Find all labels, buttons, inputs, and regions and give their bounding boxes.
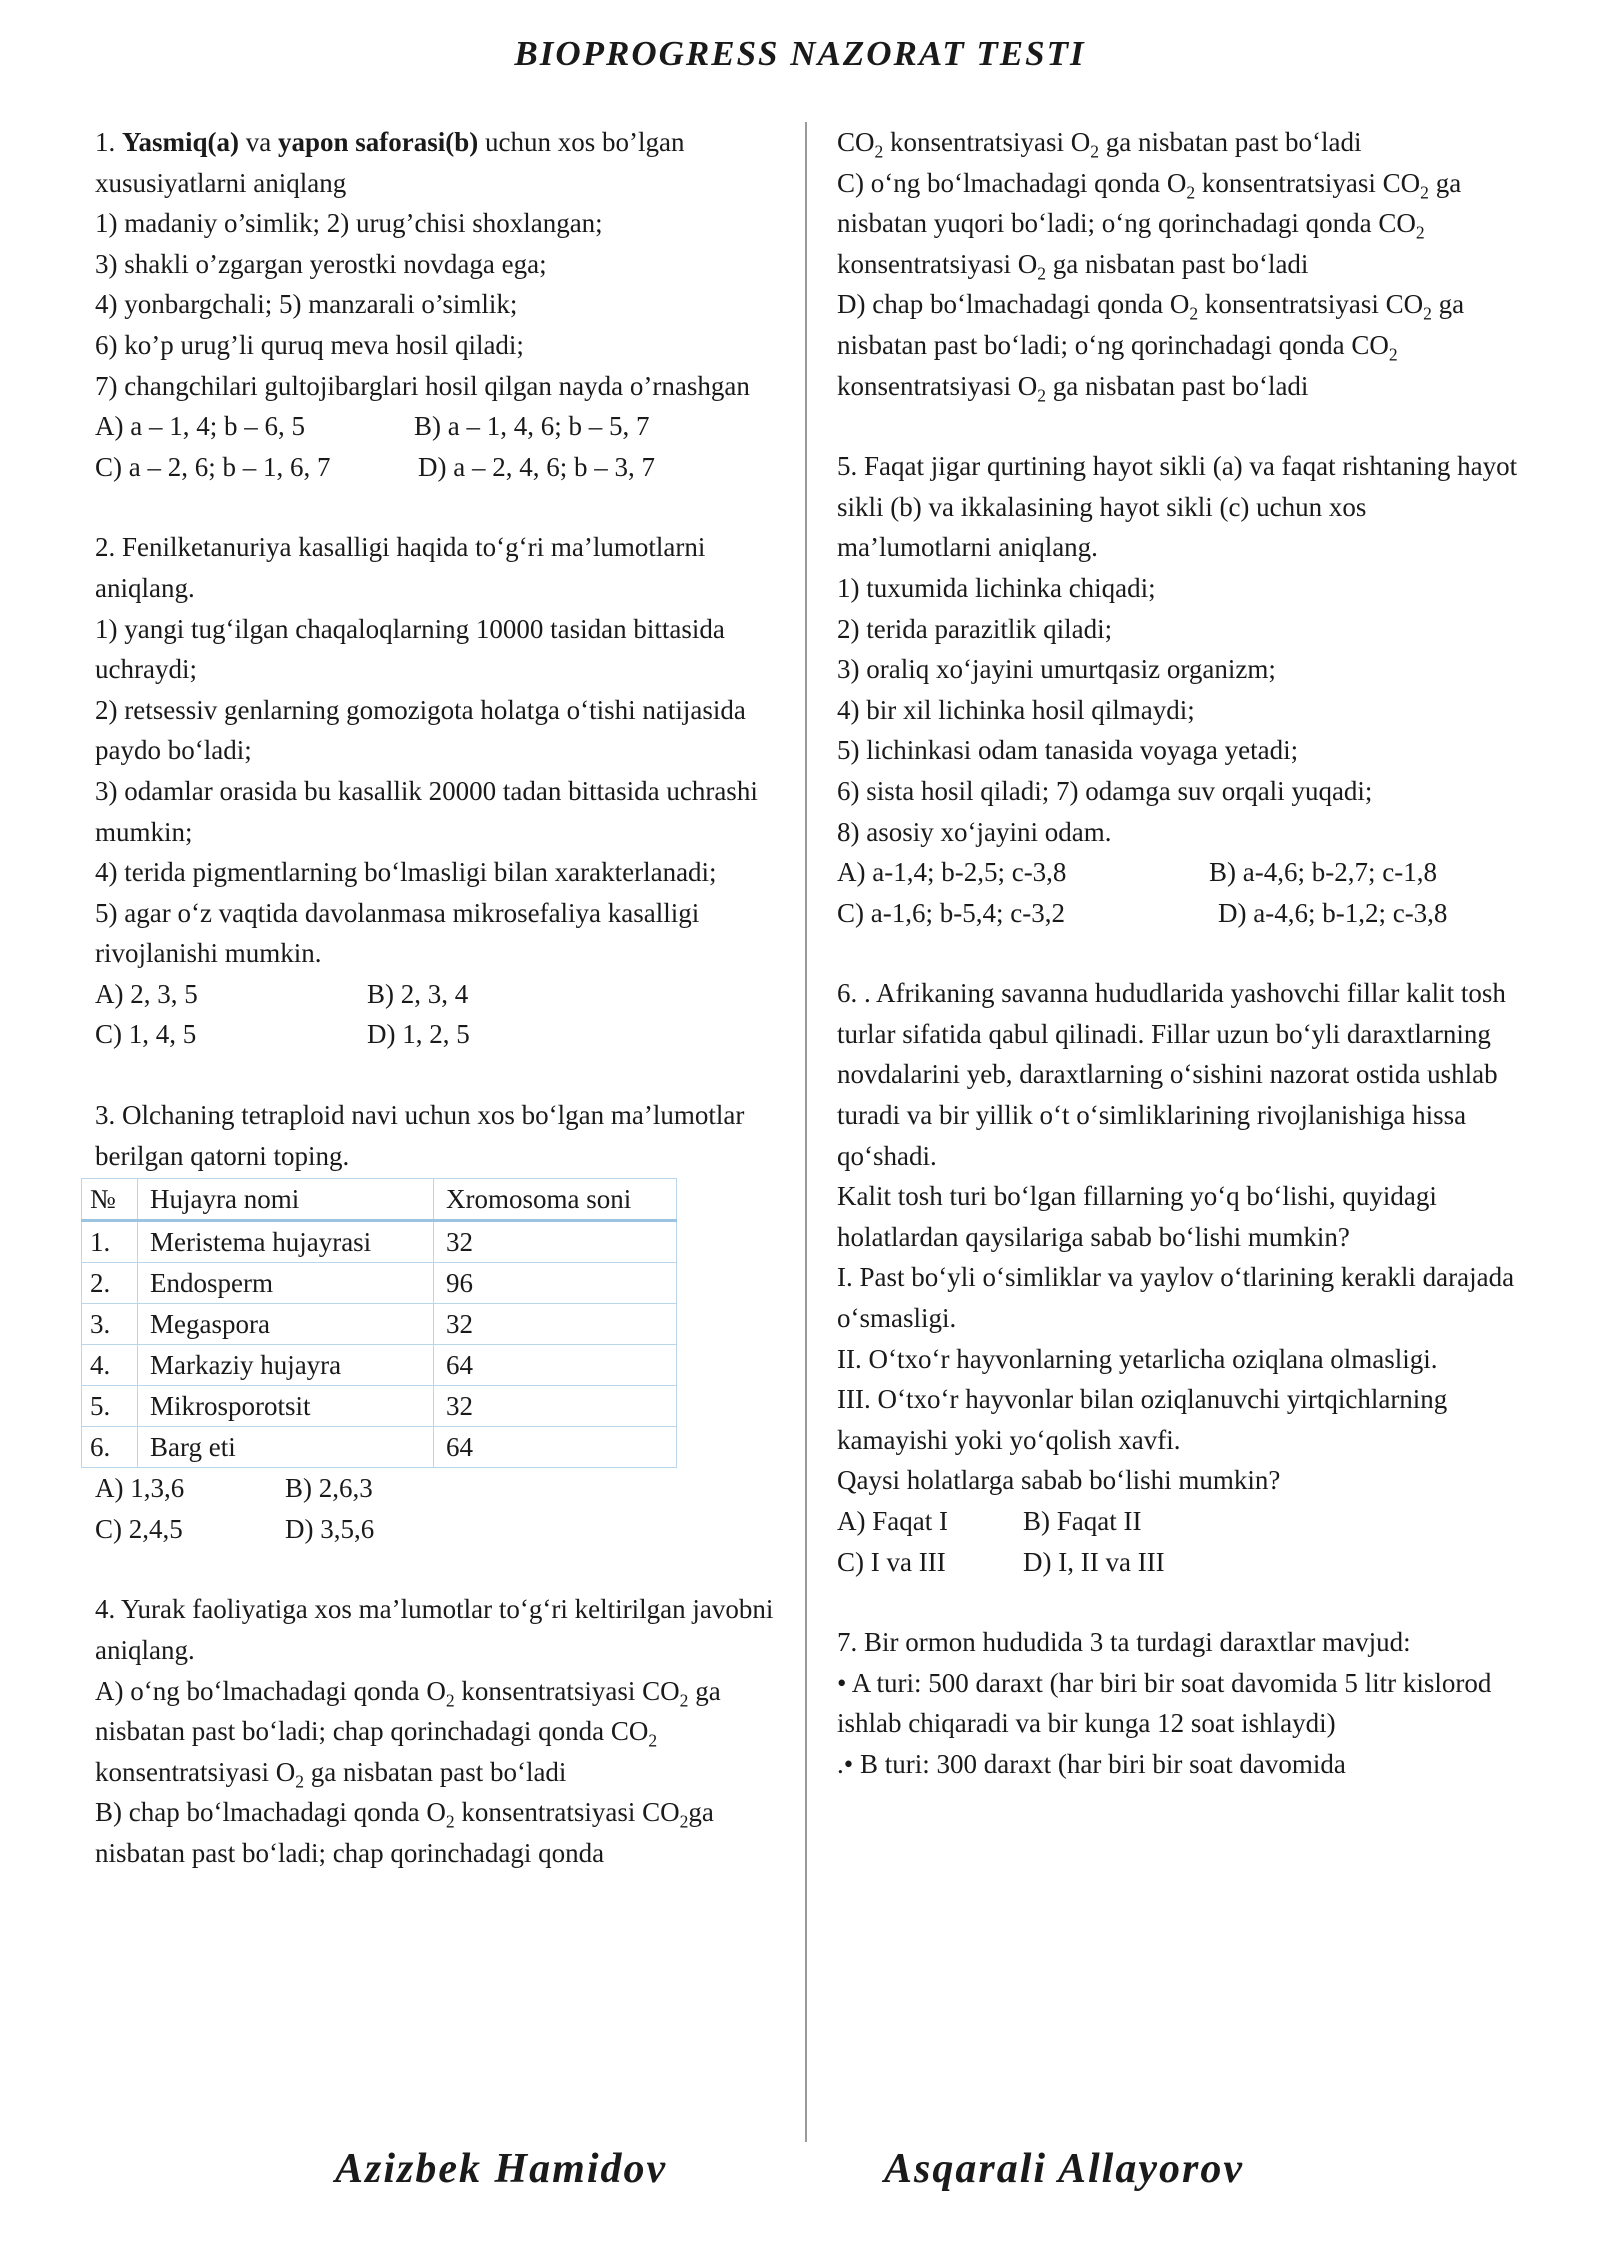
table-row — [82, 1427, 677, 1468]
question-text: 5. Faqat jigar qurtining hayot sikli (a) va faqat rishtaning hayot sikli (b) va ikkalasining hayot sikli (c) uchun xos ma’lumotlarni aniqlang. — [837, 451, 1518, 563]
option-item: 5) agar o‘z vaqtida davolanmasa mikrosefaliya kasalligi rivojlanishi mumkin. — [95, 897, 700, 969]
question-4-continued — [837, 122, 1527, 406]
page-title: BIOPROGRESS NAZORAT TESTI — [514, 34, 1086, 73]
answer-a: A) 2, 3, 5 — [95, 978, 198, 1009]
table-cell: 32 — [434, 1221, 677, 1263]
answer-c: C) 2,4,5 — [95, 1513, 183, 1544]
option-item: 3) shakli o’zgargan yerostki novdaga ega; — [95, 248, 547, 279]
table-row — [82, 1345, 677, 1386]
question-3 — [90, 1095, 795, 1549]
answer-c: C) a-1,6; b-5,4; c-3,2 — [837, 897, 1065, 928]
answer-row — [95, 974, 795, 1015]
question-text: Qaysi holatlarga sabab bo‘lishi mumkin? — [837, 1465, 1281, 1496]
question-text: 4. Yurak faoliyatiga xos ma’lumotlar to‘g‘ri keltirilgan javobni aniqlang. — [95, 1594, 774, 1666]
answer-d: D) 3,5,6 — [285, 1513, 375, 1544]
answer-a: A) o‘ng bo‘lmachadagi qonda $O_2$ konsentratsiyasi $CO_2$ ga nisbatan past bo‘ladi; chap qorinchadagi qonda $CO_2$ konsentratsiyasi $O_2$ ga nisbatan past bo‘ladi — [95, 1675, 721, 1792]
table-header: № — [82, 1179, 138, 1221]
answer-b: B) a-4,6; b-2,7; c-1,8 — [1209, 857, 1437, 888]
option-item: 5) lichinkasi odam tanasida voyaga yetadi; — [837, 735, 1299, 766]
table-cell: 1. — [82, 1221, 138, 1263]
answer-d: D) chap bo‘lmachadagi qonda $O_2$ konsentratsiyasi $CO_2$ ga nisbatan past bo‘ladi; o‘ng qorinchadagi qonda $CO_2$ konsentratsiyasi $O_2$ ga nisbatan past bo‘ladi — [837, 289, 1465, 405]
term-b: yapon saforasi(b) — [278, 127, 479, 157]
option-item: 7) changchilari gultojibarglari hosil qilgan nayda o’rnashgan — [95, 370, 750, 401]
table-cell: 5. — [82, 1386, 138, 1427]
table-header: Hujayra nomi — [138, 1179, 434, 1221]
option-item: 2) terida parazitlik qiladi; — [837, 613, 1113, 644]
table-cell: 64 — [434, 1345, 677, 1386]
answer-d: D) 1, 2, 5 — [367, 1019, 470, 1050]
answer-a: A) a-1,4; b-2,5; c-3,8 — [837, 857, 1067, 888]
connector: va — [239, 127, 278, 157]
option-item: 1) yangi tug‘ilgan chaqaloqlarning 10000 tasidan bittasida uchraydi; — [95, 613, 725, 685]
table-cell: 3. — [82, 1304, 138, 1345]
answer-row — [837, 1542, 1527, 1583]
table-header: Xromosoma soni — [434, 1179, 677, 1221]
answer-row — [95, 1014, 795, 1055]
question-text: Kalit tosh turi bo‘lgan fillarning yo‘q bo‘lishi, quyidagi holatlardan qaysilariga sabab bo‘lishi mumkin? — [837, 1181, 1437, 1252]
option-item: 3) odamlar orasida bu kasallik 20000 tadan bittasida uchrashi mumkin; — [95, 775, 758, 847]
question-6 — [837, 973, 1527, 1582]
answer-c: C) I va III — [837, 1546, 946, 1577]
answer-row — [95, 1509, 795, 1550]
table-cell: Barg eti — [138, 1427, 434, 1468]
table-row — [82, 1386, 677, 1427]
option-item: 6) sista hosil qiladi; 7) odamga suv orqali yuqadi; — [837, 775, 1373, 806]
table-cell: Endosperm — [138, 1263, 434, 1304]
table-cell: 4. — [82, 1345, 138, 1386]
answer-b: B) 2, 3, 4 — [367, 978, 469, 1009]
answer-row — [95, 406, 795, 447]
table-cell: 32 — [434, 1386, 677, 1427]
question-text: uchun xos bo’lgan xususiyatlarni aniqlang — [95, 127, 685, 198]
question-1 — [95, 122, 795, 487]
answer-row — [837, 1501, 1527, 1542]
option-item: 3) oraliq xo‘jayini umurtqasiz organizm; — [837, 654, 1276, 685]
table-row — [82, 1304, 677, 1345]
table-cell: Markaziy hujayra — [138, 1345, 434, 1386]
question-4 — [95, 1589, 795, 1873]
table-cell: 2. — [82, 1263, 138, 1304]
right-column — [837, 122, 1527, 1785]
answer-d: D) I, II va III — [1023, 1546, 1165, 1577]
table-cell: 64 — [434, 1427, 677, 1468]
answer-d: D) a – 2, 4, 6; b – 3, 7 — [418, 451, 655, 482]
question-1-text — [95, 122, 795, 203]
list-item: • A turi: 500 daraxt (har biri bir soat davomida 5 litr kislorod ishlab chiqaradi va bir kunga 12 soat ishlaydi) — [837, 1667, 1492, 1739]
option-item: 6) ko’p urug’li quruq meva hosil qiladi; — [95, 329, 524, 360]
option-item: 4) bir xil lichinka hosil qilmaydi; — [837, 694, 1195, 725]
option-item: III. O‘txo‘r hayvonlar bilan oziqlanuvchi yirtqichlarning kamayishi yoki yo‘qolish xavfi. — [837, 1384, 1448, 1455]
answer-c: C) o‘ng bo‘lmachadagi qonda $O_2$ konsentratsiyasi $CO_2$ ga nisbatan yuqori bo‘ladi; o‘ng qorinchadagi qonda $CO_2$ konsentratsiyasi $O_2$ ga nisbatan past bo‘ladi — [837, 167, 1462, 284]
question-text: 6. . Afrikaning savanna hududlarida yashovchi fillar kalit tosh turlar sifatida qabul qilinadi. Fillar uzun bo‘yli daraxtlarning novdalarini yeb, daraxtlarning o‘sishini nazorat ostida ushlab turadi va bir yillik o‘t o‘simliklarining rivojlanishiga hissa qo‘shadi. — [837, 978, 1506, 1171]
answer-b: B) Faqat II — [1023, 1506, 1142, 1536]
question-text: 2. Fenilketanuriya kasalligi haqida to‘g‘ri ma’lumotlarni aniqlang. — [95, 532, 706, 603]
author-signature: Azizbek Hamidov — [335, 2146, 668, 2192]
chromosome-table — [81, 1178, 677, 1468]
question-number: 1. — [95, 127, 122, 157]
answer-c: C) a – 2, 6; b – 1, 6, 7 — [95, 451, 331, 482]
option-item: 4) yonbargchali; 5) manzarali o’simlik; — [95, 289, 518, 320]
answer-b: B) chap bo‘lmachadagi qonda $O_2$ konsentratsiyasi $CO_2ga$ nisbatan past bo‘ladi; chap qorinchadagi qonda — [95, 1797, 714, 1868]
option-item: 1) tuxumida lichinka chiqadi; — [837, 572, 1156, 603]
answer-row — [95, 1468, 795, 1509]
answer-a: A) Faqat I — [837, 1506, 948, 1536]
table-cell: Megaspora — [138, 1304, 434, 1345]
table-row — [82, 1263, 677, 1304]
answer-b-continued: $CO_2$ konsentratsiyasi $O_2$ ga nisbatan past bo‘ladi — [837, 127, 1362, 162]
table-row — [82, 1221, 677, 1263]
option-item: 4) terida pigmentlarning bo‘lmasligi bilan xarakterlanadi; — [95, 857, 717, 888]
column-divider — [805, 122, 807, 2142]
list-item: .• B turi: 300 daraxt (har biri bir soat davomida — [837, 1748, 1346, 1779]
answer-b: B) 2,6,3 — [285, 1473, 373, 1504]
question-text: 3. Olchaning tetraploid navi uchun xos bo‘lgan ma’lumotlar berilgan qatorni toping. — [95, 1100, 745, 1171]
author-signature: Asqarali Allayorov — [884, 2146, 1244, 2192]
option-item: 8) asosiy xo‘jayini odam. — [837, 816, 1112, 847]
table-cell: Mikrosporotsit — [138, 1386, 434, 1427]
term-a: Yasmiq(a) — [122, 127, 240, 157]
answer-c: C) 1, 4, 5 — [95, 1019, 197, 1050]
table-header-row — [82, 1179, 677, 1221]
answer-row — [837, 852, 1527, 893]
question-7 — [837, 1622, 1527, 1784]
table-cell: 6. — [82, 1427, 138, 1468]
option-item: I. Past bo‘yli o‘simliklar va yaylov o‘tlarining kerakli darajada o‘smasligi. — [837, 1262, 1515, 1334]
table-cell: Meristema hujayrasi — [138, 1221, 434, 1263]
question-2 — [95, 527, 795, 1055]
option-item: II. O‘txo‘r hayvonlarning yetarlicha oziqlana olmasligi. — [837, 1343, 1438, 1374]
answer-row — [837, 893, 1527, 934]
question-5 — [837, 446, 1527, 933]
option-item: 1) madaniy o’simlik; 2) urug’chisi shoxlangan; — [95, 208, 603, 239]
question-text: 7. Bir ormon hududida 3 ta turdagi daraxtlar mavjud: — [837, 1627, 1411, 1658]
left-column — [90, 122, 795, 1874]
answer-d: D) a-4,6; b-1,2; c-3,8 — [1218, 897, 1448, 928]
option-item: 2) retsessiv genlarning gomozigota holatga o‘tishi natijasida paydo bo‘ladi; — [95, 694, 746, 766]
answer-a: A) 1,3,6 — [95, 1473, 185, 1504]
table-cell: 32 — [434, 1304, 677, 1345]
answer-a: A) a – 1, 4; b – 6, 5 — [95, 411, 305, 442]
answer-b: B) a – 1, 4, 6; b – 5, 7 — [414, 411, 650, 442]
table-cell: 96 — [434, 1263, 677, 1304]
answer-row — [95, 447, 795, 488]
